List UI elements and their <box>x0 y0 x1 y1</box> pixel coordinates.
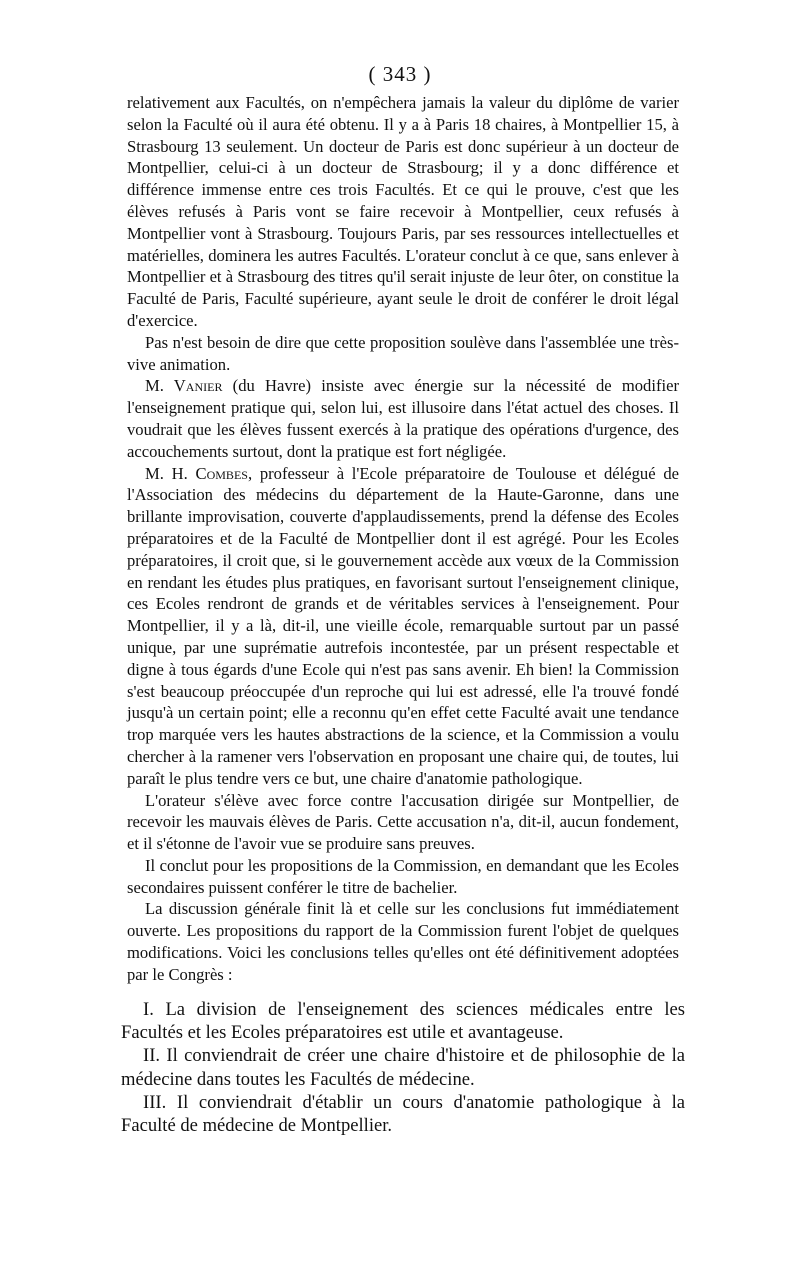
conclusions-list <box>121 998 685 1137</box>
paragraph-vanier <box>127 375 679 462</box>
speaker-prefix: M. H. <box>145 463 196 483</box>
conclusion-3: III. Il conviendrait d'établir un cours d'anatomie pathologique à la Faculté de médecine de Montpellier. <box>121 1091 685 1137</box>
paragraph-text: (du Havre) insiste avec énergie sur la nécessité de modifier l'enseignement pratique qui, selon lui, est illusoire dans l'état actuel des choses. Il voudrait que les élèves fussent exercés à la pratique des opérations d'urgence, des accouchements surtout, dont la pratique est fort négligée. <box>127 376 679 461</box>
paragraph-text: , professeur à l'Ecole préparatoire de Toulouse et délégué de l'Association des médecins du département de la Haute-Garonne, dans une brillante improvisation, couverte d'applaudissements, prend la défense des Ecoles préparatoires et de la Faculté de Montpellier dont il est agrégé. Pour les Ecoles préparatoires, il croit que, si le gouvernement accède aux vœux de la Commission en rendant les études plus pratiques, en favorisant surtout l'enseignement clinique, ces Ecoles rendront de grands et de véritables services à l'enseignement. Pour Montpellier, il y a là, dit-il, une vieille école, remarquable surtout par un passé unique, par une suprématie autrefois incontestée, par un présent respectable et digne à tous égards d'une Ecole qui n'est pas sans avenir. Eh bien! la Commission s'est beaucoup préoccupée d'un reproche qui lui est adressé, elle l'a trouvé fondé jusqu'à un certain point; elle a reconnu qu'en effet cette Faculté avait une tendance trop marquée vers les hautes abstractions de la science, et la Commission a voulu chercher à la ramener vers l'observation en proposant une chaire qui, de toutes, lui paraît le plus tendre vers ce but, une chaire d'anatomie pathologique. <box>127 463 679 788</box>
conclusion-1: I. La division de l'enseignement des sciences médicales entre les Facultés et les Ecoles préparatoires est utile et avantageuse. <box>121 999 685 1044</box>
paragraph-1: relativement aux Facultés, on n'empêchera jamais la valeur du diplôme de varier selon la Faculté où il aura été obtenu. Il y a à Paris 18 chaires, à Montpellier 15, à Strasbourg 13 seulement. Un docteur de Paris est donc supérieur à un docteur de Montpellier, celui-ci à un docteur de Strasbourg; il y a donc différence et différence immense entre ces trois Facultés. Et ce qui le prouve, c'est que les élèves refusés à Paris vont se faire recevoir à Montpellier, ceux refusés à Montpellier vont à Strasbourg. Toujours Paris, par ses ressources intellectuelles et matérielles, dominera les autres Facultés. L'orateur conclut à ce que, sans enlever à Montpellier et à Strasbourg des titres qu'il serait injuste de leur ôter, on constitue la Faculté de Paris, Faculté supérieure, ayant seule le droit de conférer le droit légal d'exercice. <box>127 93 679 330</box>
page-number: ( 343 ) <box>368 62 432 86</box>
speaker-name: Combes <box>195 463 248 483</box>
conclusion-2: II. Il conviendrait de créer une chaire d'histoire et de philosophie de la médecine dans toutes les Facultés de médecine. <box>121 1045 685 1090</box>
paragraph-7: La discussion générale finit là et celle sur les conclusions fut immédiatement ouverte. Les propositions du rapport de la Commission furent l'objet de quelques modifications. Voici les conclusions telles qu'elles ont été définitivement adoptées par le Congrès : <box>127 899 679 984</box>
body-text <box>127 92 679 986</box>
paragraph-5: L'orateur s'élève avec force contre l'accusation dirigée sur Montpellier, de recevoir les mauvais élèves de Paris. Cette accusation n'a, dit-il, aucun fondement, et il s'étonne de l'avoir vue se produire sans preuves. <box>127 790 679 854</box>
speaker-name: M. Vanier <box>145 376 223 396</box>
paragraph-6: Il conclut pour les propositions de la Commission, en demandant que les Ecoles secondaires puissent conférer le titre de bachelier. <box>127 855 679 897</box>
paragraph-2: Pas n'est besoin de dire que cette proposition soulève dans l'assemblée une très-vive animation. <box>127 332 679 374</box>
paragraph-combes <box>127 463 679 790</box>
